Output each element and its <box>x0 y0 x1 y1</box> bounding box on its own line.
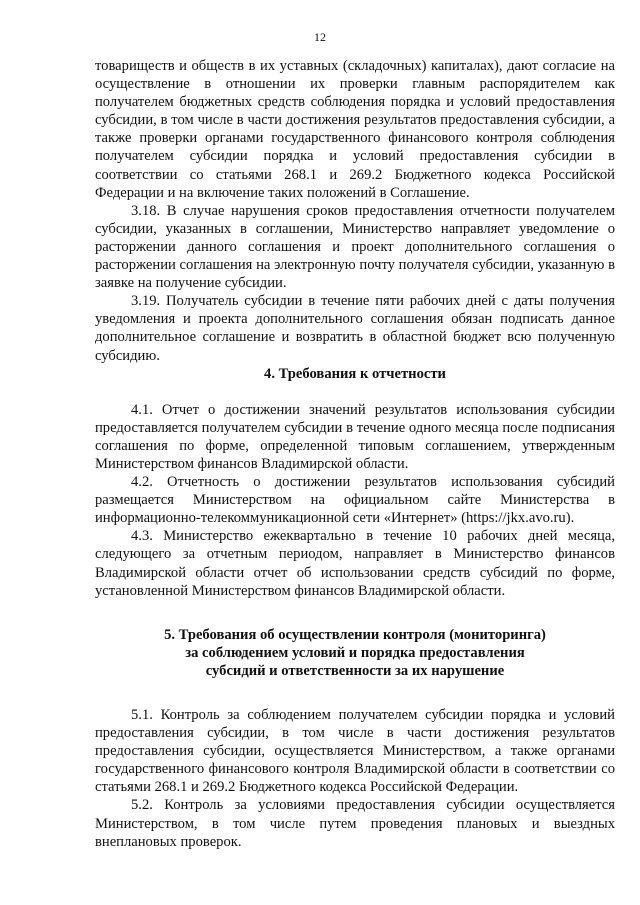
spacer <box>95 600 615 626</box>
paragraph-continuation: товариществ и обществ в их уставных (складочных) капиталах), дают согласие на осуществление в отношении их проверки главным распорядителем как получателем бюджетных средств соблюдения порядка и условий предоставления субсидии, в том числе в части достижения результатов предоставления субсидии, а также проверки органами государственного финансового контроля соблюдения получателем субсидии порядка и условий предоставления субсидии в соответствии со статьями 268.1 и 269.2 Бюджетного кодекса Российской Федерации и на включение таких положений в Соглашение. <box>95 58 615 201</box>
paragraph-5-1: 5.1. Контроль за соблюдением получателем субсидии порядка и условий предоставления субсидии, в том числе в части достижения результатов предоставления субсидии, осуществляется Министерством, а также органами государственного финансового контроля Владимирской области в соответствии со статьями 268.1 и 269.2 Бюджетного кодекса Российской Федерации. <box>95 707 615 796</box>
paragraph-4-2: 4.2. Отчетность о достижении результатов использования субсидий размещается Министерством на официальном сайте Министерства в информационно-телекоммуникационной сети «Интернет» (https://jkx.avo.ru). <box>95 474 615 527</box>
section-5-heading-line1: 5. Требования об осуществлении контроля (мониторинга) <box>164 626 546 643</box>
spacer <box>95 680 615 706</box>
section-5-heading-line3: субсидий и ответственности за их нарушение <box>205 662 505 679</box>
section-5-heading-line2: за соблюдением условий и порядка предоставления <box>185 644 525 661</box>
paragraph-4-1: 4.1. Отчет о достижении значений результатов использования субсидии предоставляется получателем субсидии в течение одного месяца после подписания соглашения по форме, определенной типовым соглашением, утвержденным Министерством финансов Владимирской области. <box>95 401 615 472</box>
document-body <box>95 57 615 851</box>
paragraph-3-19: 3.19. Получатель субсидии в течение пяти рабочих дней с даты получения уведомления и проекта дополнительного соглашения обязан подписать данное дополнительное соглашение и возвратить в областной бюджет всю полученную субсидию. <box>95 293 615 364</box>
paragraph-3-18: 3.18. В случае нарушения сроков предоставления отчетности получателем субсидии, указанных в соглашении, Министерство направляет уведомление о расторжении данного соглашения и проект дополнительного соглашения о расторжении соглашения на электронную почту получателя субсидии, указанную в заявке на получение субсидии. <box>95 202 615 292</box>
paragraph-5-2: 5.2. Контроль за условиями предоставления субсидии осуществляется Министерством, в том числе путем проведения плановых и выездных внеплановых проверок. <box>95 797 615 850</box>
spacer <box>95 383 615 401</box>
page-number: 12 <box>314 30 326 44</box>
section-4-heading: 4. Требования к отчетности <box>264 365 446 382</box>
paragraph-4-3: 4.3. Министерство ежеквартально в течение 10 рабочих дней месяца, следующего за отчетным периодом, направляет в Министерство финансов Владимирской области отчет об использовании средств субсидий по форме, установленной Министерством финансов Владимирской области. <box>95 528 615 599</box>
